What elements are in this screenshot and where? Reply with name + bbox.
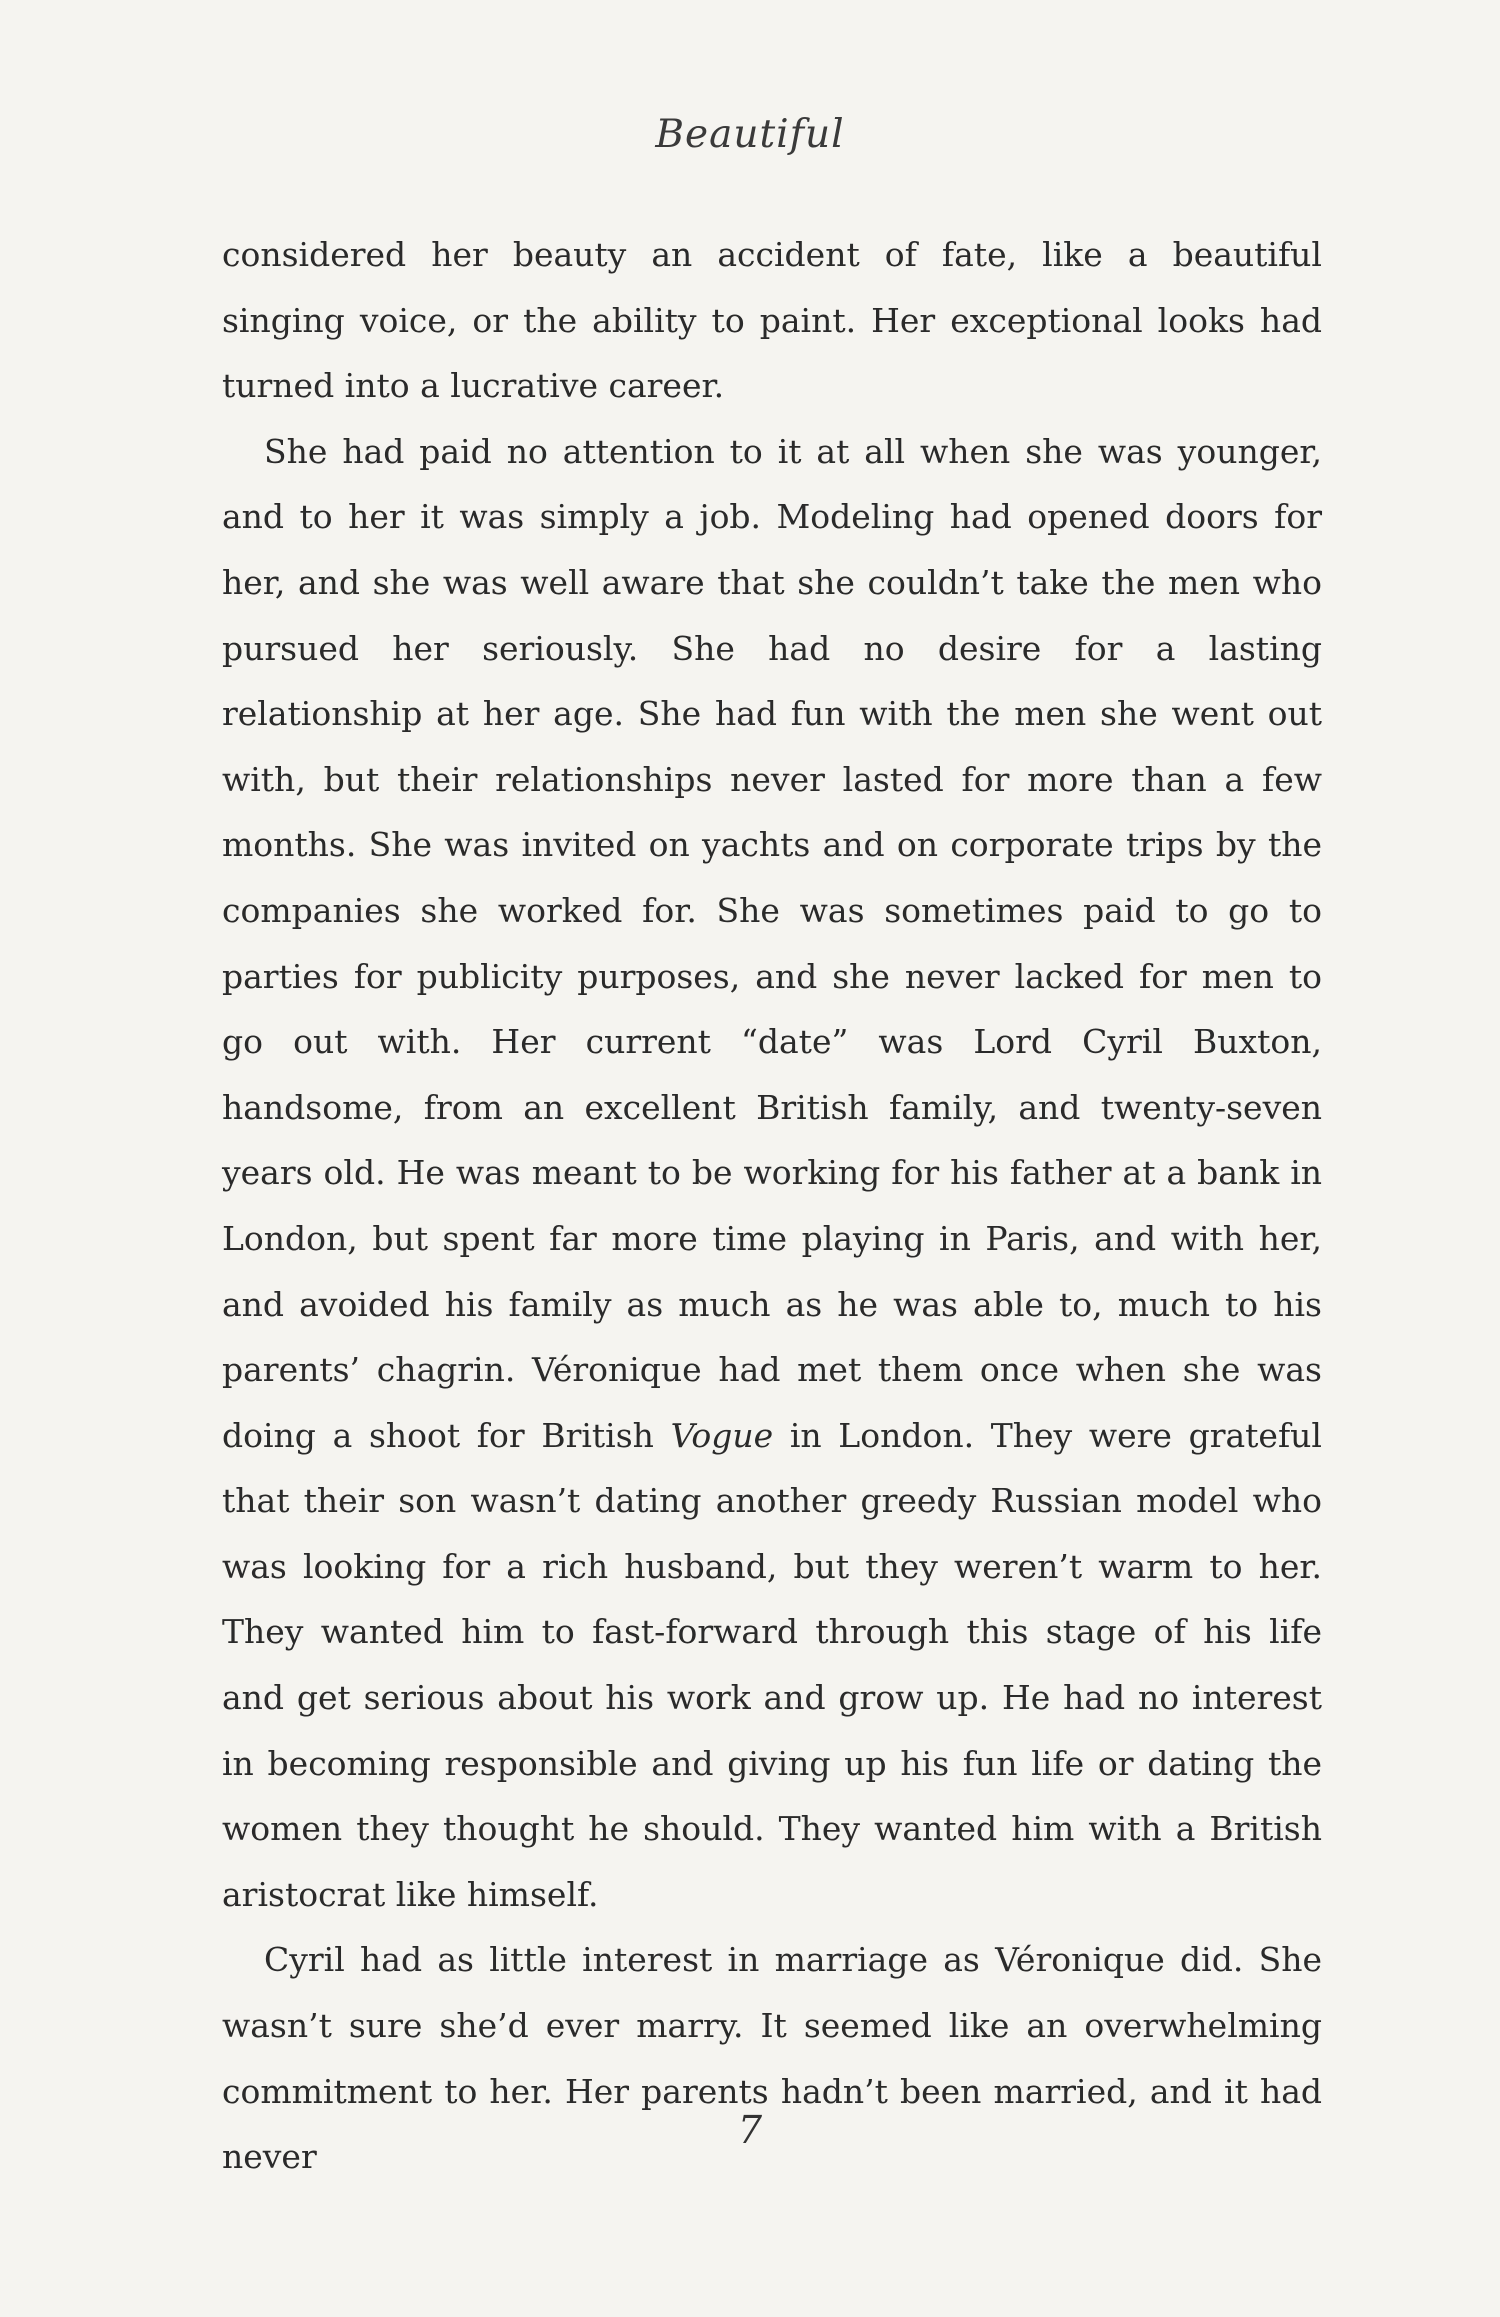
page-number: 7 (737, 2108, 763, 2152)
running-title: Beautiful (655, 112, 845, 157)
paragraph-2-text-continued: in London. They were grateful that their son wasn’t dating another greedy Russian model who was looking for a rich husband, but they weren’t warm to her. They wanted him to fast-forward through this stage of his life and get serious about his work and grow up. He had no interest in becoming responsible and giving up his fun life or dating the women they thought he should. They wanted him with a British aristocrat like himself. (222, 1415, 1322, 1914)
magazine-title: Vogue (670, 1415, 774, 1455)
paragraph-3-text: Cyril had as little interest in marriage as Véronique did. She wasn’t sure she’d ever marry. It seemed like an overwhelming commitment to her. Her parents hadn’t been married, and it had never (222, 1940, 1322, 2177)
paragraph-2-text: She had paid no attention to it at all when she was younger, and to her it was simply a job. Modeling had opened doors for her, and she was well aware that she couldn’t take the men who pursued her seriously. She had no desire for a lasting relationship at her age. She had fun with the men she went out with, but their relationships never lasted for more than a few months. She was invited on yachts and on corporate trips by the companies she worked for. She was sometimes paid to go to parties for publicity purposes, and she never lacked for men to go out with. Her current “date” was Lord Cyril Buxton, handsome, from an excellent British family, and twenty-seven years old. He was meant to be working for his father at a bank in London, but spent far more time playing in Paris, and with her, and avoided his family as much as he was able to, much to his parents’ chagrin. Véronique had met them once when she was doing a shoot for British (222, 431, 1322, 1455)
body-text (222, 222, 1322, 2190)
paragraph-1-text: considered her beauty an accident of fate, like a beautiful singing voice, or the ability to paint. Her exceptional looks had turned into a lucrative career. (222, 235, 1322, 406)
paragraph-1 (222, 222, 1322, 419)
paragraph-2 (222, 419, 1322, 1928)
